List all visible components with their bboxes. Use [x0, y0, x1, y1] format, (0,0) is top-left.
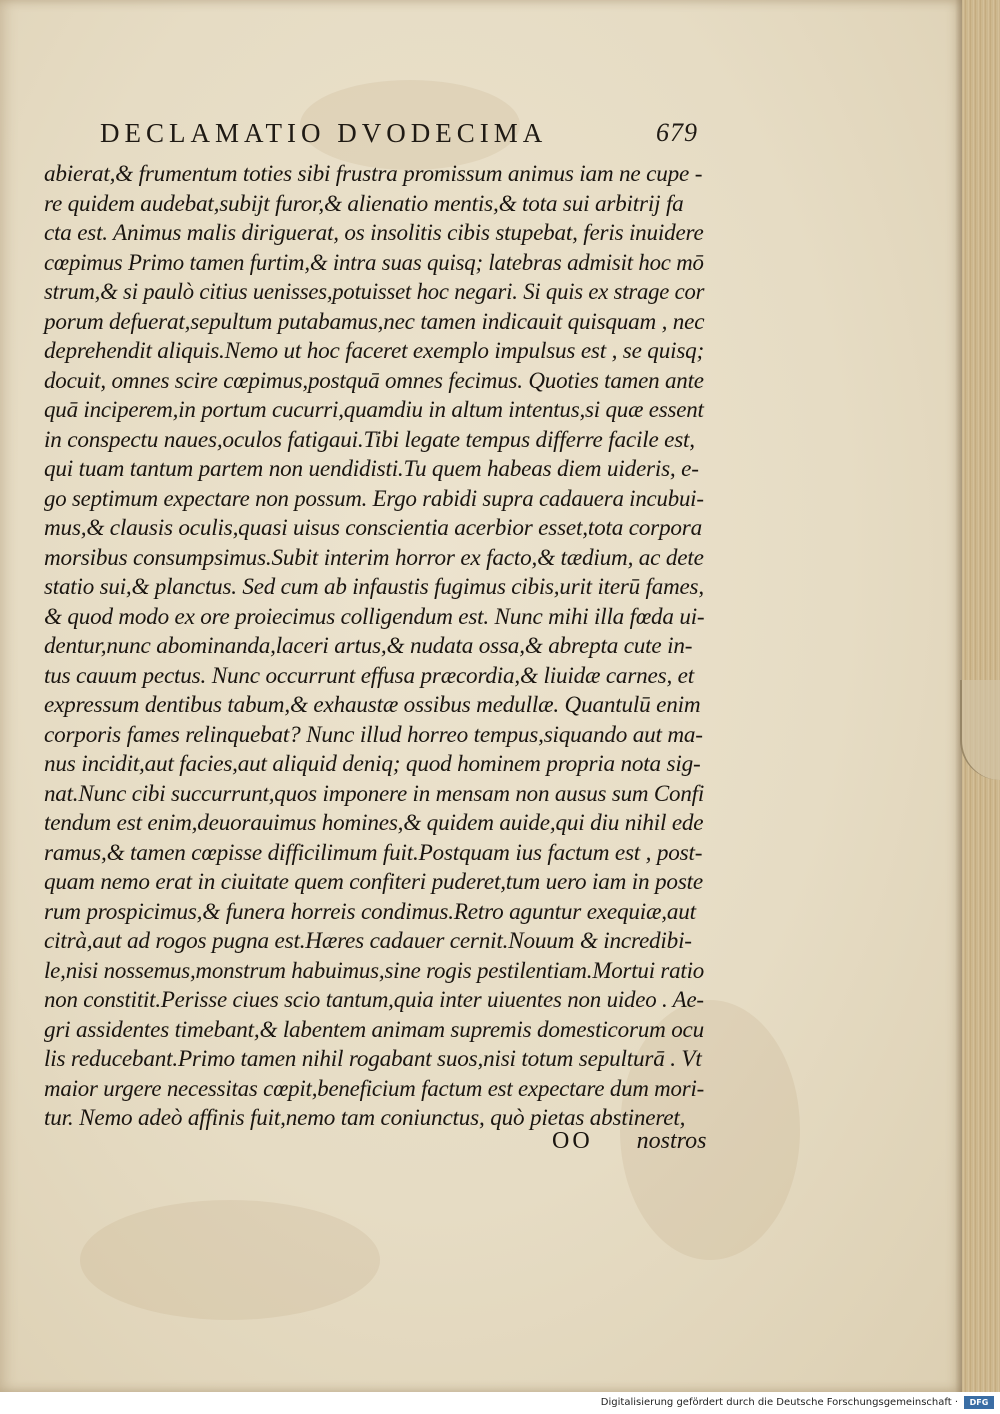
text-line: tur. Nemo adeò affinis fuit,nemo tam coniunctus, quò pietas abstineret,: [44, 1105, 686, 1131]
text-line: quam nemo erat in ciuitate quem confiteri puderet,tum uero iam in poste: [44, 869, 703, 895]
text-line: tus cauum pectus. Nunc occurrunt effusa præcordia,& liuidæ carnes, et: [44, 662, 694, 689]
text-line: porum defuerat,sepultum putabamus,nec tamen indicauit quisquam , nec: [44, 308, 705, 335]
text-line: strum,& si paulò citius uenisses,potuisset hoc negari. Si quis ex strage cor: [44, 279, 705, 305]
text-line: non constitit.Perisse ciues scio tantum,quia inter uiuentes non uideo . Ae-: [44, 987, 704, 1013]
text-line: docuit, omnes scire cœpimus,postquā omnes fecimus. Quoties tamen ante: [44, 367, 704, 394]
paper-stain: [80, 1200, 380, 1320]
text-line: expressum dentibus tabum,& exhaustæ ossibus medullæ. Quantulū enim: [44, 692, 701, 718]
text-line: go septimum expectare non possum. Ergo rabidi supra cadauera incubui-: [44, 485, 704, 512]
text-line: cta est. Animus malis diriguerat, os insolitis cibis stupebat, feris inuidere: [44, 220, 704, 246]
running-title: DECLAMATIO DVODECIMA: [100, 118, 548, 148]
page-number: 679: [656, 118, 698, 147]
text-line: abierat,& frumentum toties sibi frustra promissum animus iam ne cupe -: [44, 161, 703, 187]
page-footer: [552, 1128, 706, 1155]
text-line: nus incidit,aut facies,aut aliquid deniq; quod hominem propria nota sig-: [44, 751, 701, 777]
text-line: statio sui,& planctus. Sed cum ab infaustis fugimus cibis,urit iterū fames,: [44, 574, 704, 600]
text-line: lis reducebant.Primo tamen nihil rogabant suos,nisi totum sepulturā . Vt: [44, 1046, 702, 1072]
text-line: quā inciperem,in portum cucurri,quamdiu in altum intentus,si quæ essent: [44, 397, 704, 423]
text-line: corporis fames relinquebat? Nunc illud horreo tempus,siquando aut ma-: [44, 721, 703, 748]
credit-text: Digitalisierung gefördert durch die Deutsche Forschungsgemeinschaft ·: [600, 1397, 958, 1408]
text-line: dentur,nunc abominanda,laceri artus,& nudata ossa,& abrepta cute in-: [44, 633, 693, 659]
text-line: tendum est enim,deuorauimus homines,& quidem auide,qui diu nihil ede: [44, 810, 704, 836]
catchword: nostros: [636, 1128, 707, 1154]
text-line: & quod modo ex ore proiecimus colligendum est. Nunc mihi illa fœda ui-: [44, 603, 705, 630]
text-line: maior urgere necessitas cœpit,beneficium factum est expectare dum mori-: [44, 1075, 705, 1102]
signature-mark: OO: [552, 1128, 593, 1154]
text-line: cœpimus Primo tamen furtim,& intra suas quisq; latebras admisit hoc mō: [44, 249, 704, 276]
text-line: qui tuam tantum partem non uendidisti.Tu quem habeas diem uideris, e-: [44, 456, 699, 482]
text-line: deprehendit aliquis.Nemo ut hoc faceret exemplo impulsus est , se quisq;: [44, 338, 705, 364]
body-text: [44, 160, 704, 1134]
text-line: morsibus consumpsimus.Subit interim horror ex facto,& tædium, ac dete: [44, 544, 704, 571]
text-line: le,nisi nossemus,monstrum habuimus,sine rogis pestilentiam.Mortui ratio: [44, 957, 705, 984]
text-line: mus,& clausis oculis,quasi uisus conscientia acerbior esset,tota corpora: [44, 515, 703, 541]
text-line: nat.Nunc cibi succurrunt,quos imponere in mensam non ausus sum Confi: [44, 780, 705, 807]
digitization-credit: [0, 1392, 1000, 1414]
text-line: in conspectu naues,oculos fatigaui.Tibi legate tempus differre facile est,: [44, 426, 695, 453]
text-line: citrà,aut ad rogos pugna est.Hæres cadauer cernit.Nouum & incredibi-: [44, 928, 692, 954]
text-line: gri assidentes timebant,& labentem animam supremis domesticorum ocu: [44, 1016, 704, 1043]
running-header: [100, 118, 720, 149]
text-line: re quidem audebat,subijt furor,& alienatio mentis,& tota sui arbitrij fa: [44, 190, 684, 217]
text-line: ramus,& tamen cœpisse difficilimum fuit.Postquam ius factum est , post-: [44, 839, 703, 866]
text-line: rum prospicimus,& funera horreis condimus.Retro aguntur exequiæ,aut: [44, 898, 696, 925]
dfg-logo: DFG: [964, 1396, 994, 1409]
